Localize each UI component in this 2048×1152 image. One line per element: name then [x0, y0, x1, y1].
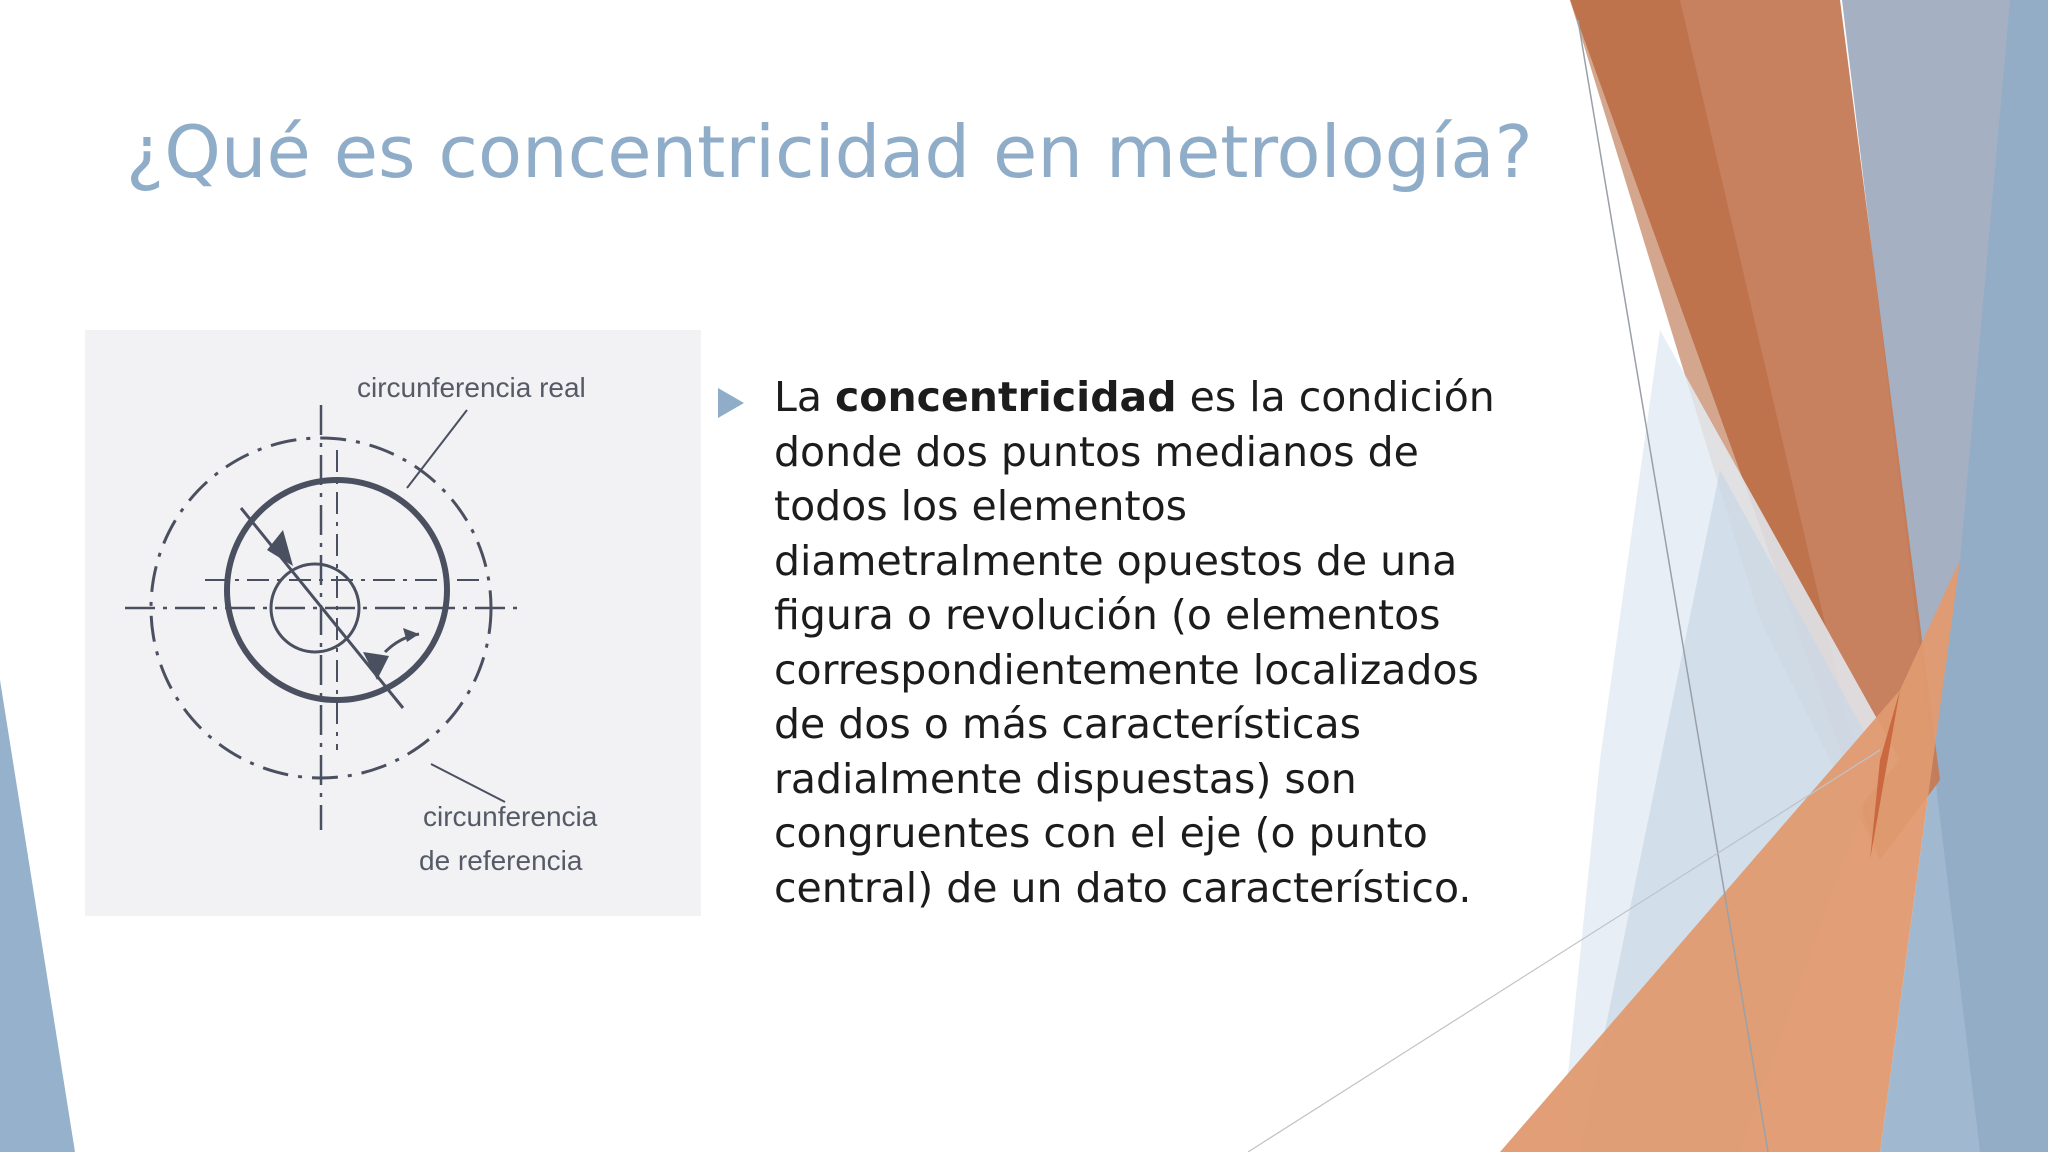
- bullet-line: figura o revolución (o elementos: [774, 591, 1441, 639]
- bullet-line: correspondientemente localizados: [774, 645, 1479, 694]
- concentricity-diagram: [85, 330, 701, 916]
- bullet-triangle-icon: [718, 388, 744, 418]
- bullet-line: diametralmente opuestos de una: [774, 536, 1458, 585]
- bullet-lead: La: [774, 373, 835, 421]
- bullet-term: concentricidad: [835, 373, 1177, 421]
- definition-bullet: [716, 370, 1556, 915]
- bullet-line: central) de un dato característico.: [774, 863, 1472, 912]
- bullet-line: todos los elementos: [774, 482, 1188, 530]
- definition-text: [774, 370, 1556, 915]
- bullet-line: radialmente dispuestas) son: [774, 754, 1357, 803]
- label-reference-circumference-2: de referencia: [419, 845, 583, 876]
- label-real-circumference: circunferencia real: [357, 372, 586, 403]
- bullet-line: es la condición: [1176, 373, 1495, 421]
- bullet-line: congruentes con el eje (o punto: [774, 809, 1428, 857]
- slide-title: ¿Qué es concentricidad en metrología?: [126, 110, 1533, 194]
- bullet-line: de dos o más características: [774, 700, 1361, 748]
- concentricity-drawing: [85, 330, 701, 916]
- bullet-line: donde dos puntos medianos de: [774, 427, 1419, 476]
- label-reference-circumference-1: circunferencia: [423, 801, 598, 832]
